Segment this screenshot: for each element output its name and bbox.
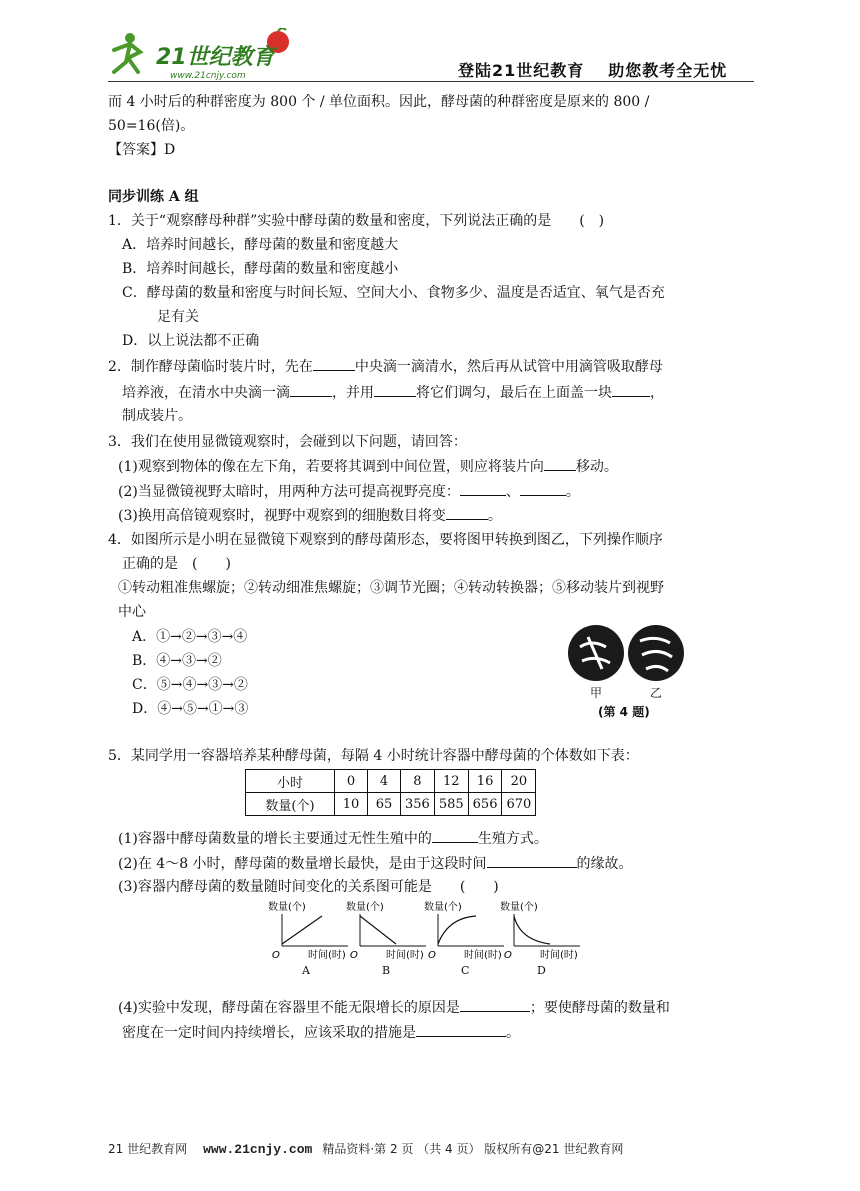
- table-cell: 656: [468, 793, 502, 816]
- graph-label-b: B: [382, 964, 391, 977]
- runner-icon: [114, 33, 140, 72]
- q1-option-c: C．酵母菌的数量和密度与时间长短、空间大小、食物多少、温度是否适宜、氧气是否充: [122, 285, 665, 301]
- blank: [612, 382, 650, 397]
- data-table: [245, 769, 536, 816]
- graph-a: [268, 900, 350, 962]
- section-title: 同步训练 A 组: [108, 189, 199, 205]
- table-cell: 16: [468, 770, 502, 793]
- table-cell: 12: [434, 770, 468, 793]
- blank: [460, 997, 530, 1012]
- blank: [520, 481, 566, 496]
- intro-line-1: 而 4 小时后的种群密度为 800 个 / 单位面积。因此，酵母菌的种群密度是原来的 800 /: [108, 94, 650, 110]
- question-4-cont: 正确的是 ( ): [122, 556, 231, 572]
- graph-d: [500, 900, 582, 962]
- q5-text: (4)实验中发现，酵母菌在容器里不能无限增长的原因是: [118, 1000, 460, 1016]
- graph-origin: O: [428, 950, 436, 961]
- answer: 【答案】D: [108, 142, 176, 158]
- q5-text: 生殖方式。: [477, 831, 548, 847]
- table-cell: 数量(个): [246, 793, 335, 816]
- yeast-image-yi: [628, 625, 684, 681]
- site-logo: [108, 28, 308, 80]
- blank: [313, 356, 355, 371]
- q3-text: 。: [565, 484, 580, 500]
- yeast-image-jia: [568, 625, 624, 681]
- q3-text: (2)当显微镜视野太暗时，用两种方法可提高视野亮度：: [118, 484, 460, 500]
- graph-xlabel: 时间(时): [308, 950, 346, 961]
- table-cell: 4: [368, 770, 401, 793]
- table-cell: 20: [502, 770, 536, 793]
- q5-text: 密度在一定时间内持续增长，应该采取的措施是: [122, 1025, 416, 1041]
- q1-option-a: A．培养时间越长，酵母菌的数量和密度越大: [122, 237, 399, 253]
- table-cell: 8: [401, 770, 435, 793]
- q3-part-2: [118, 481, 580, 502]
- graph-origin: O: [350, 950, 358, 961]
- q2-text: 培养液，在清水中央滴一滴: [122, 385, 290, 401]
- question-2: [108, 356, 663, 377]
- blank: [446, 505, 488, 520]
- q1-option-c-cont: 足有关: [157, 309, 199, 325]
- logo-text: 21世纪教育: [156, 45, 275, 70]
- table-row: [246, 770, 536, 793]
- intro-line-2: 50=16(倍)。: [108, 118, 195, 134]
- figure-label-jia: 甲: [590, 686, 603, 700]
- table-cell: 670: [502, 793, 536, 816]
- graph-xlabel: 时间(时): [540, 950, 578, 961]
- q4-option-a: A．①→②→③→④: [132, 629, 248, 645]
- q5-text: 。: [506, 1025, 520, 1041]
- q5-part-3: (3)容器内酵母菌的数量随时间变化的关系图可能是 ( ): [118, 879, 499, 895]
- graph-curve: [282, 916, 322, 944]
- question-3: 3．我们在使用显微镜观察时，会碰到以下问题，请回答：: [108, 434, 467, 450]
- graph-xlabel: 时间(时): [386, 950, 424, 961]
- graph-c: [424, 900, 506, 962]
- header-site: 登陆21世纪教育: [458, 61, 585, 80]
- question-2-line-2: [122, 382, 664, 403]
- footer-left: 21 世纪教育网: [108, 1142, 188, 1156]
- figure-label-yi: 乙: [650, 686, 663, 700]
- q3-part-3: [118, 505, 502, 526]
- question-4: 4．如图所示是小明在显微镜下观察到的酵母菌形态，要将图甲转换到图乙，下列操作顺序: [108, 532, 663, 548]
- microscope-figure: [562, 617, 688, 721]
- table-cell: 356: [401, 793, 435, 816]
- q5-part-1: [118, 828, 548, 849]
- graph-label-a: A: [302, 964, 310, 977]
- q5-part-2: [118, 853, 633, 874]
- header-slogan: 助您教考全无忧: [608, 61, 728, 80]
- q3-text: 移动。: [575, 459, 618, 475]
- q5-text: ；要使酵母菌的数量和: [529, 1000, 670, 1016]
- q4-option-d: D．④→⑤→①→③: [132, 701, 249, 717]
- q2-text: 将它们调匀，最后在上面盖一块: [416, 385, 612, 401]
- blank: [544, 456, 576, 471]
- blank: [416, 1022, 506, 1037]
- graph-ylabel: 数量(个): [424, 902, 462, 913]
- q5-text: 的缘故。: [576, 856, 633, 872]
- q5-part-4: [118, 997, 670, 1018]
- blank: [290, 382, 332, 397]
- q3-text: 、: [505, 484, 520, 500]
- graph-origin: O: [504, 950, 512, 961]
- question-2-line-3: 制成装片。: [122, 408, 192, 424]
- table-row: [246, 793, 536, 816]
- q1-option-d: D．以上说法都不正确: [122, 333, 260, 349]
- q4-option-b: B．④→③→②: [132, 653, 222, 669]
- footer-right: 精品资料·第 2 页 （共 4 页） 版权所有@21 世纪教育网: [322, 1142, 624, 1156]
- footer-url: www.21cnjy.com: [203, 1142, 313, 1157]
- table-cell: 65: [368, 793, 401, 816]
- figure-caption: (第 4 题): [598, 705, 650, 719]
- blank: [432, 828, 478, 843]
- q5-text: (2)在 4～8 小时，酵母菌的数量增长最快，是由于这段时间: [118, 856, 487, 872]
- graph-ylabel: 数量(个): [268, 902, 306, 913]
- graph-curve: [514, 916, 550, 944]
- q3-text: (1)观察到物体的像在左下角，若要将其调到中间位置，则应将装片向: [118, 459, 544, 475]
- graph-label-d: D: [537, 964, 546, 977]
- q2-text: ，并用: [332, 385, 374, 401]
- q3-text: 。: [487, 508, 502, 524]
- page-footer: [108, 1140, 623, 1157]
- graph-curve: [360, 916, 396, 944]
- graph-ylabel: 数量(个): [346, 902, 384, 913]
- q5-part-4-cont: [122, 1022, 520, 1043]
- table-cell: 10: [335, 793, 368, 816]
- graph-ylabel: 数量(个): [500, 902, 538, 913]
- q2-text: ，: [650, 385, 664, 401]
- graph-origin: O: [272, 950, 280, 961]
- blank: [460, 481, 506, 496]
- q5-text: (1)容器中酵母菌数量的增长主要通过无性生殖中的: [118, 831, 432, 847]
- header-text: [458, 58, 727, 81]
- logo-url: www.21cnjy.com: [170, 71, 246, 80]
- q3-part-1: [118, 456, 618, 477]
- q4-option-c: C．⑤→④→③→②: [132, 677, 248, 693]
- table-cell: 小时: [246, 770, 335, 793]
- graph-label-c: C: [461, 964, 470, 977]
- table-cell: 585: [434, 793, 468, 816]
- blank: [374, 382, 416, 397]
- graph-xlabel: 时间(时): [464, 950, 502, 961]
- q3-text: (3)换用高倍镜观察时，视野中观察到的细胞数目将变: [118, 508, 446, 524]
- question-5: 5．某同学用一容器培养某种酵母菌，每隔 4 小时统计容器中酵母菌的个体数如下表：: [108, 748, 639, 764]
- question-1: 1．关于“观察酵母种群”实验中酵母菌的数量和密度，下列说法正确的是 ( ): [108, 213, 605, 229]
- q1-option-b: B．培养时间越长，酵母菌的数量和密度越小: [122, 261, 399, 277]
- table-cell: 0: [335, 770, 368, 793]
- q2-text: 2．制作酵母菌临时装片时，先在: [108, 359, 313, 375]
- q4-steps-cont: 中心: [118, 604, 146, 620]
- q4-steps: ①转动粗准焦螺旋；②转动细准焦螺旋；③调节光圈；④转动转换器；⑤移动装片到视野: [118, 580, 664, 596]
- header-divider: [108, 81, 754, 82]
- blank: [487, 853, 577, 868]
- graph-curve: [438, 916, 476, 944]
- graph-b: [346, 900, 428, 962]
- q2-text: 中央滴一滴清水，然后再从试管中用滴管吸取酵母: [354, 359, 663, 375]
